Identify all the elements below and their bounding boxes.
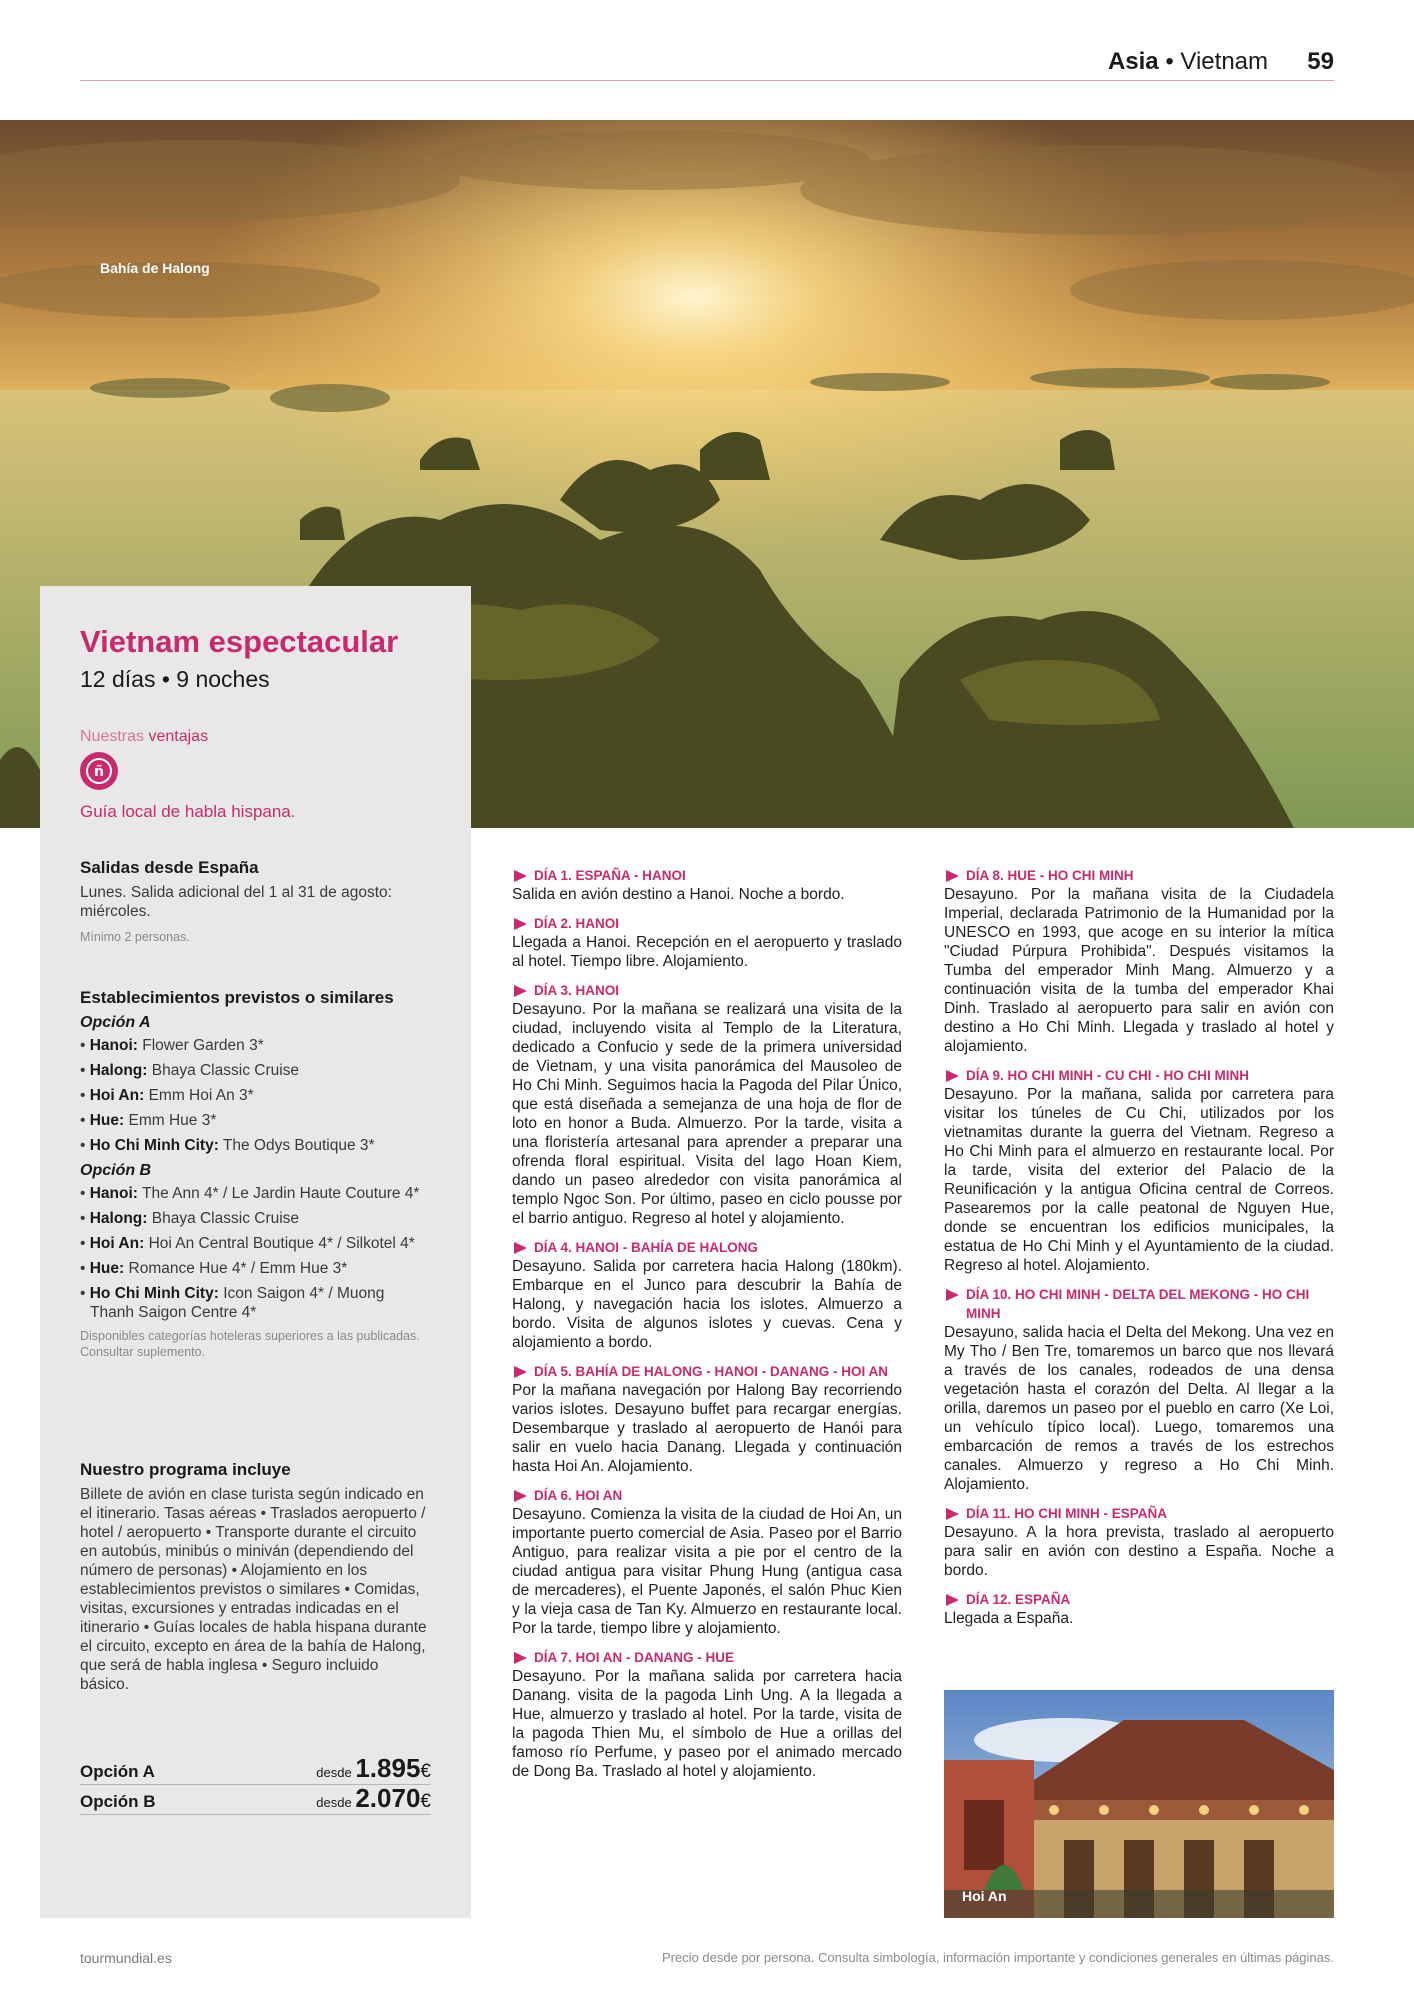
itinerary-day-text: Por la mañana navegación por Halong Bay recorriendo varios islotes. Desayuno buffet para recargar energías. Desembarque y traslado al aeropuerto de Hanói para salir en vuelo hacia Danang. Llegada y continuación hasta Hoi An. Alojamiento. <box>512 1382 902 1475</box>
hotel-name: Emm Hue 3* <box>128 1112 217 1129</box>
itinerary-day-text: Desayuno. Por la mañana se realizará una visita de la ciudad, incluyendo visita al Templo de la Literatura, dedicado a Confucio y sede de la primera universidad de Vietnam, y una visita panorámica del Mausoleo de Ho Chi Minh. Seguimos hacia la Pagoda del Pilar Único, que está diseñada a semejanza de una hoja de flor de loto en honor a Buda. Almuerzo. Por la tarde, visita a una floristería artesanal para aprender a preparar una ofrenda floral espiritual. Visita del lago Hoan Kiem, dando un paseo alrededor con visita panorámica al templo Ngoc Son. Por último, paseo en ciclo pousse por el barrio antiguo. Regreso al hotel y alojamiento. <box>512 1001 902 1227</box>
itinerary-day-title: DÍA 7. HOI AN - DANANG - HUE <box>512 1648 902 1667</box>
hotel-list-item: • Hanoi: The Ann 4* / Le Jardin Haute Couture 4* <box>80 1185 420 1202</box>
country-label: Vietnam <box>1180 48 1268 75</box>
itinerary-day-title: DÍA 3. HANOI <box>512 981 902 1000</box>
hotel-city: Ho Chi Minh City: <box>89 1137 219 1154</box>
hotel-name: The Ann 4* / Le Jardin Haute Couture 4* <box>141 1185 420 1202</box>
hotel-list-item: • Hoi An: Emm Hoi An 3* <box>80 1087 254 1104</box>
itinerary-day <box>944 866 1334 1056</box>
price-row-option-a <box>80 1753 431 1785</box>
page-number: 59 <box>1307 48 1334 75</box>
tour-info-panel <box>40 586 471 1918</box>
hotel-city: Halong: <box>89 1210 148 1227</box>
itinerary-column-2 <box>944 866 1334 1638</box>
departures-section <box>80 858 431 945</box>
spanish-guide-icon <box>80 752 118 790</box>
breadcrumb <box>1108 48 1268 76</box>
departures-note: Mínimo 2 personas. <box>80 930 190 944</box>
hotel-city: Hoi An: <box>89 1235 145 1252</box>
itinerary-day-title: DÍA 5. BAHÍA DE HALONG - HANOI - DANANG - HOI AN <box>512 1362 902 1381</box>
hotel-city: Hue: <box>89 1112 125 1129</box>
hotel-list-item: • Hanoi: Flower Garden 3* <box>80 1037 264 1054</box>
itinerary-day-text: Salida en avión destino a Hanoi. Noche a bordo. <box>512 886 845 903</box>
hotel-list-item: • Halong: Bhaya Classic Cruise <box>80 1210 300 1227</box>
tour-duration: 12 días • 9 noches <box>80 666 270 692</box>
hotels-section <box>80 988 431 1360</box>
itinerary-day <box>512 1362 902 1476</box>
includes-section <box>80 1460 431 1694</box>
departures-text: Lunes. Salida adicional del 1 al 31 de agosto: miércoles. <box>80 884 392 920</box>
advantage-text: Guía local de habla hispana. <box>80 802 296 821</box>
price-value <box>316 1783 431 1814</box>
hotel-name: The Odys Boutique 3* <box>222 1137 375 1154</box>
hero-caption: Bahía de Halong <box>100 260 210 276</box>
photo-caption: Hoi An <box>962 1888 1007 1904</box>
price-currency: € <box>420 1761 431 1782</box>
itinerary-day <box>944 1066 1334 1275</box>
price-currency: € <box>420 1791 431 1812</box>
hotels-heading: Establecimientos previstos o similares <box>80 988 394 1007</box>
svg-text:ñ: ñ <box>94 764 104 780</box>
itinerary-day-text: Desayuno. Comienza la visita de la ciudad de Hoi An, un importante puerto comercial de Asia. Paseo por el Barrio Antiguo, para realizar visita a pie por el centro de la ciudad antigua para visitar Phung Hung (antigua casa de mercaderes), el Puente Japonés, el salón Phuc Kien y la vieja casa de Tan Ky. Almuerzo en restaurante local. Por la tarde, tiempo libre y alojamiento. <box>512 1506 902 1637</box>
page-header <box>80 40 1334 81</box>
itinerary-day <box>944 1590 1334 1628</box>
itinerary-day-title: DÍA 12. ESPAÑA <box>944 1590 1334 1609</box>
itinerary-day-text: Desayuno, salida hacia el Delta del Mekong. Una vez en My Tho / Ben Tre, tomaremos un barco que nos llevará a través de los canales, rodeados de una densa vegetación hasta el corazón del Delta. Al llegar a la orilla, daremos un paseo por el pueblo en carro (Xe Loi, un vehículo típico local). Luego, tomaremos una embarcación de remos a través de los estrechos canales. Almuerzo y regreso a Ho Chi Minh. Alojamiento. <box>944 1324 1334 1493</box>
hotel-city: Hanoi: <box>89 1037 138 1054</box>
includes-text: Billete de avión en clase turista según indicado en el itinerario. Tasas aéreas • Traslados aeropuerto / hotel / aeropuerto • Transporte durante el circuito en autobús, minibús o miniván (dependiendo del número de personas) • Alojamiento en los establecimientos previstos o similares • Comidas, visitas, excursiones y entradas indicadas en el itinerario • Guías locales de habla hispana durante el circuito, excepto en área de la bahía de Halong, que será de habla inglesa • Seguro incluido básico. <box>80 1486 427 1693</box>
departures-heading: Salidas desde España <box>80 858 259 877</box>
hotel-city: Hanoi: <box>89 1185 138 1202</box>
itinerary-day-title: DÍA 1. ESPAÑA - HANOI <box>512 866 902 885</box>
itinerary-day <box>944 1504 1334 1580</box>
itinerary-day-text: Desayuno. Por la mañana visita de la Ciudadela Imperial, declarada Patrimonio de la Humanidad por la UNESCO en 1993, que acoge en su interior la mítica "Ciudad Púrpura Prohibida". Después visitamos la Tumba del emperador Minh Mang. Almuerzo y a continuación visita de la tumba del emperador Khai Dinh. Traslado al aeropuerto para salir en avión con destino a Ho Chi Minh. Llegada y traslado al hotel y alojamiento. <box>944 886 1334 1055</box>
itinerary-day-text: Desayuno. Por la mañana, salida por carretera para visitar los túneles de Cu Chi, utilizados por los vietnamitas durante la guerra del Vietnam. Regreso a Ho Chi Minh para el almuerzo en restaurante local. Por la tarde, visita del exterior del Palacio de la Reunificación y la antigua Oficina central de Correos. Pasearemos por la calle peatonal de Nguyen Hue, donde se encuentran los edificios municipales, la estatua de Ho Chi Minh y el Ayuntamiento de la ciudad. Regreso al hotel. Alojamiento. <box>944 1086 1334 1274</box>
breadcrumb-separator: • <box>1165 48 1174 75</box>
itinerary-day-text: Desayuno. Por la mañana salida por carretera hacia Danang. visita de la pagoda Linh Ung. A la llegada a Hue, almuerzo y traslado al hotel. Por la tarde, visita de la pagoda Thien Mu, el símbolo de Hue a orillas del famoso río Perfume, y paseo por el animado mercado de Dong Ba. Traslado al hotel y alojamiento. <box>512 1668 902 1780</box>
hotel-name: Icon Saigon 4* / Muong Thanh Saigon Centre 4* <box>90 1285 385 1321</box>
price-label: Opción A <box>80 1762 155 1781</box>
price-label: Opción B <box>80 1792 156 1811</box>
price-amount: 2.070 <box>355 1783 421 1813</box>
itinerary-day-title: DÍA 9. HO CHI MINH - CU CHI - HO CHI MINH <box>944 1066 1334 1085</box>
itinerary-column-1 <box>512 866 902 1791</box>
hotel-name: Emm Hoi An 3* <box>148 1087 254 1104</box>
itinerary-day-title: DÍA 4. HANOI - BAHÍA DE HALONG <box>512 1238 902 1257</box>
itinerary-day <box>944 1285 1334 1494</box>
itinerary-day-text: Desayuno. Salida por carretera hacia Halong (180km). Embarque en el Junco para descubrir la Bahía de Halong, y navegación hacia los islotes. Almuerzo a bordo. Visita de algunos islotes y cuevas. Cena y alojamiento a bordo. <box>512 1258 902 1351</box>
hotel-name: Romance Hue 4* / Emm Hue 3* <box>128 1260 348 1277</box>
hotel-list-item: • Ho Chi Minh City: The Odys Boutique 3* <box>80 1137 375 1154</box>
itinerary-day <box>512 1648 902 1781</box>
spanish-guide-icon-glyph <box>80 752 118 790</box>
itinerary-day <box>512 866 902 904</box>
advantages-word: ventajas <box>148 728 209 745</box>
hotel-city: Hoi An: <box>89 1087 145 1104</box>
hoi-an-photo <box>944 1690 1334 1918</box>
hotel-name: Hoi An Central Boutique 4* / Silkotel 4* <box>148 1235 415 1252</box>
option-a-label: Opción A <box>80 1014 151 1031</box>
option-a-hotel-list <box>80 1036 431 1155</box>
hotel-name: Bhaya Classic Cruise <box>151 1210 300 1227</box>
itinerary-day <box>512 981 902 1228</box>
hotel-city: Hue: <box>89 1260 125 1277</box>
hotel-city: Halong: <box>89 1062 148 1079</box>
footer-disclaimer: Precio desde por persona. Consulta simbología, información importante y condiciones generales en últimas páginas. <box>661 1950 1334 1965</box>
itinerary-day-title: DÍA 11. HO CHI MINH - ESPAÑA <box>944 1504 1334 1523</box>
itinerary-day <box>512 1238 902 1352</box>
itinerary-day-text: Llegada a Hanoi. Recepción en el aeropuerto y traslado al hotel. Tiempo libre. Alojamiento. <box>512 934 902 970</box>
hotel-list-item: • Hue: Romance Hue 4* / Emm Hue 3* <box>80 1260 348 1277</box>
itinerary-day-title: DÍA 2. HANOI <box>512 914 902 933</box>
option-b-label: Opción B <box>80 1162 152 1179</box>
footer-site[interactable]: tourmundial.es <box>80 1950 172 1966</box>
itinerary-day <box>512 1486 902 1638</box>
region-label: Asia <box>1107 48 1159 75</box>
price-prefix: desde <box>316 1765 352 1780</box>
price-amount: 1.895 <box>355 1753 421 1783</box>
itinerary-day-title: DÍA 6. HOI AN <box>512 1486 902 1505</box>
price-value <box>316 1753 431 1784</box>
advantages-label <box>80 728 431 746</box>
hotel-list-item: • Hue: Emm Hue 3* <box>80 1112 217 1129</box>
hotel-city: Ho Chi Minh City: <box>89 1285 219 1302</box>
hotels-note: Disponibles categorías hoteleras superiores a las publicadas. Consultar suplemento. <box>80 1329 420 1359</box>
hotel-name: Flower Garden 3* <box>142 1037 264 1054</box>
includes-heading: Nuestro programa incluye <box>80 1460 291 1479</box>
itinerary-day-text: Desayuno. A la hora prevista, traslado al aeropuerto para salir en avión con destino a España. Noche a bordo. <box>944 1524 1334 1579</box>
hotel-list-item: • Hoi An: Hoi An Central Boutique 4* / Silkotel 4* <box>80 1235 415 1252</box>
option-b-hotel-list <box>80 1184 431 1322</box>
itinerary-day-title: DÍA 8. HUE - HO CHI MINH <box>944 866 1334 885</box>
hoi-an-bridge-illustration <box>944 1690 1334 1918</box>
hotel-name: Bhaya Classic Cruise <box>151 1062 300 1079</box>
price-row-option-b <box>80 1783 431 1815</box>
advantages-prefix: Nuestras <box>80 728 145 745</box>
tour-title: Vietnam espectacular <box>80 624 399 659</box>
itinerary-day <box>512 914 902 971</box>
price-prefix: desde <box>316 1795 352 1810</box>
itinerary-day-text: Llegada a España. <box>944 1610 1074 1627</box>
hotel-list-item: • Ho Chi Minh City: Icon Saigon 4* / Muong Thanh Saigon Centre 4* <box>80 1285 385 1321</box>
hotel-list-item: • Halong: Bhaya Classic Cruise <box>80 1062 300 1079</box>
itinerary-day-title: DÍA 10. HO CHI MINH - DELTA DEL MEKONG - HO CHI MINH <box>944 1285 1334 1323</box>
